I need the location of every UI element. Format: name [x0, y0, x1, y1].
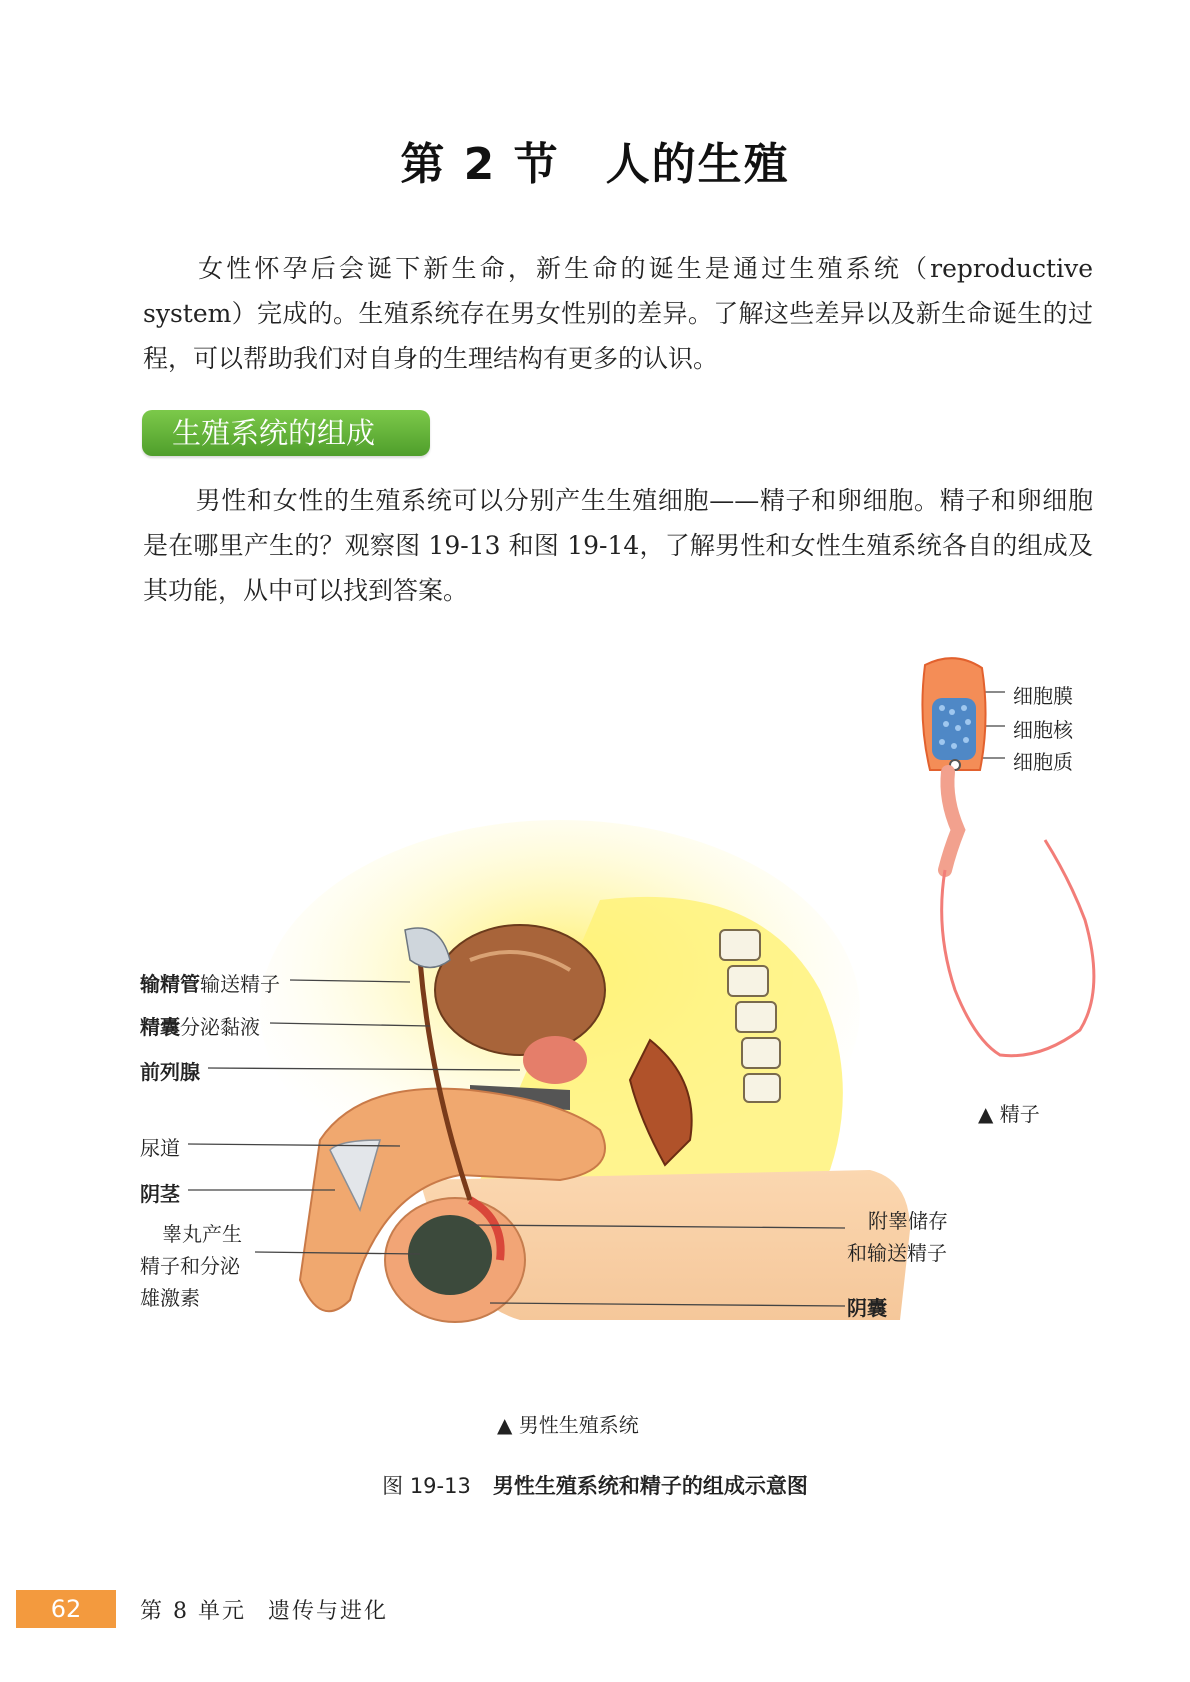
- label-testis-line3: 雄激素: [140, 1286, 200, 1310]
- scrotum-name: 阴囊: [847, 1296, 887, 1320]
- intro-text: 女性怀孕后会诞下新生命，新生命的诞生是通过生殖系统（reproductive system）完成的。生殖系统存在男女性别的差异。了解这些差异以及新生命诞生的过程，可以帮助我们对自身的生理结构有更多的认识。: [143, 254, 1093, 373]
- label-epididymis-line1: 附睾储存: [868, 1209, 948, 1233]
- label-penis: [140, 1178, 180, 1207]
- composition-text: 男性和女性的生殖系统可以分别产生生殖细胞——精子和卵细胞。精子和卵细胞是在哪里产生的？观察图 19-13 和图 19-14，了解男性和女性生殖系统各自的组成及其功能，从中可以找到答案。: [143, 486, 1093, 605]
- section-badge: 生殖系统的组成: [142, 410, 430, 456]
- label-testis-line1: 睾丸产生: [162, 1222, 242, 1246]
- unit-title: 遗传与进化: [267, 1599, 388, 1624]
- section-number: 第 2 节: [400, 139, 560, 190]
- vas-deferens-function: 输送精子: [200, 972, 280, 996]
- label-testis-line2: 精子和分泌: [140, 1254, 240, 1278]
- prostate-name: 前列腺: [140, 1060, 200, 1084]
- seminal-vesicle-name: 精囊: [140, 1015, 180, 1039]
- label-vas-deferens: [140, 968, 280, 997]
- label-cell-nucleus: 细胞核: [1013, 718, 1073, 742]
- label-cytoplasm: 细胞质: [1013, 750, 1073, 774]
- figure-caption: [0, 1470, 1190, 1500]
- male-system-caption: ▲ 男性生殖系统: [497, 1413, 639, 1437]
- label-cell-membrane: 细胞膜: [1013, 684, 1073, 708]
- penis-name: 阴茎: [140, 1182, 180, 1206]
- seminal-vesicle-function: 分泌黏液: [180, 1015, 260, 1039]
- label-seminal-vesicle: [140, 1011, 260, 1040]
- label-urethra: 尿道: [140, 1136, 180, 1160]
- vas-deferens-name: 输精管: [140, 972, 200, 996]
- unit-number: 第 8 单元: [140, 1599, 246, 1624]
- label-prostate: [140, 1056, 200, 1085]
- male-reproductive-illustration: [260, 820, 910, 1322]
- section-name: 人的生殖: [605, 139, 790, 190]
- sperm-caption: ▲ 精子: [978, 1102, 1040, 1126]
- figure-number: 图 19-13: [382, 1474, 471, 1498]
- page-number: 62: [16, 1590, 116, 1628]
- figure-title: 男性生殖系统和精子的组成示意图: [492, 1474, 808, 1498]
- label-epididymis-line2: 和输送精子: [847, 1241, 947, 1265]
- label-scrotum: [847, 1292, 887, 1321]
- running-footer: [140, 1594, 388, 1625]
